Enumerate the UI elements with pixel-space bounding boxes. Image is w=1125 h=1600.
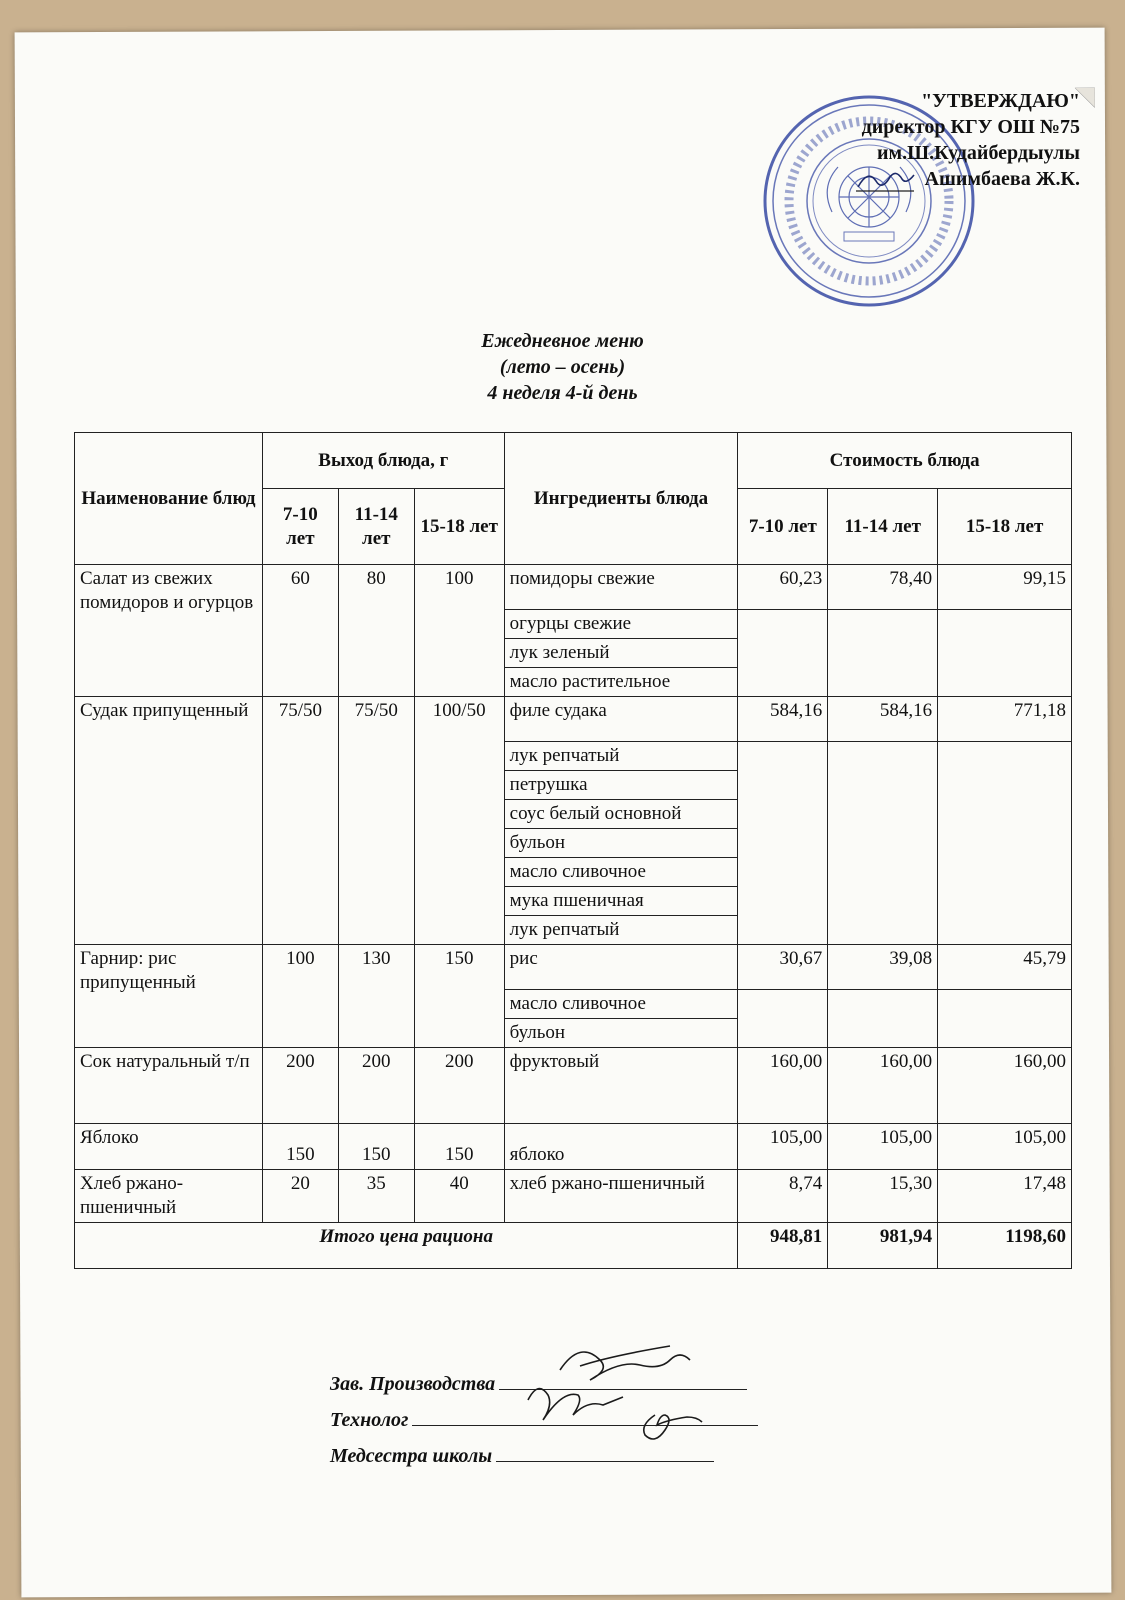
ingredient: мука пшеничная (504, 887, 738, 916)
table-row (75, 1048, 1072, 1124)
dish-output: 75/50 (338, 697, 414, 945)
header-output: Выход блюда, г (262, 433, 504, 489)
dish-cost: 30,67 (738, 945, 828, 990)
empty-cell (828, 990, 938, 1048)
ingredient: масло растительное (504, 668, 738, 697)
table-row (75, 697, 1072, 742)
table-row (75, 1124, 1072, 1170)
header-dish-name: Наименование блюд (75, 433, 263, 565)
total-label: Итого цена рациона (75, 1223, 738, 1269)
total-cost-15-18: 1198,60 (938, 1223, 1072, 1269)
ingredient: огурцы свежие (504, 610, 738, 639)
dish-cost: 160,00 (828, 1048, 938, 1124)
dish-cost: 60,23 (738, 565, 828, 610)
ingredient: рис (504, 945, 738, 990)
empty-cell (828, 742, 938, 945)
menu-season: (лето – осень) (499, 356, 626, 378)
header-output-age-7-10: 7-10 лет (262, 489, 338, 565)
total-row (75, 1223, 1072, 1269)
total-cost-11-14: 981,94 (828, 1223, 938, 1269)
dish-cost: 105,00 (738, 1124, 828, 1170)
header-cost-age-7-10: 7-10 лет (738, 489, 828, 565)
signature-label-nurse: Медсестра школы (330, 1445, 493, 1467)
dish-cost: 771,18 (938, 697, 1072, 742)
table-row (75, 1170, 1072, 1223)
ingredient: помидоры свежие (504, 565, 738, 610)
dish-output: 150 (414, 1124, 504, 1170)
ingredient: бульон (504, 829, 738, 858)
dish-name: Хлеб ржано-пшеничный (75, 1170, 263, 1223)
dish-output: 80 (338, 565, 414, 697)
empty-cell (938, 742, 1072, 945)
menu-table (74, 432, 1072, 1269)
menu-week-day: 4 неделя 4-й день (487, 382, 638, 404)
empty-cell (828, 610, 938, 697)
dish-output: 150 (262, 1124, 338, 1170)
dish-output: 40 (414, 1170, 504, 1223)
dish-output: 130 (338, 945, 414, 1048)
director-signature (856, 167, 916, 193)
empty-cell (938, 610, 1072, 697)
dish-cost: 105,00 (828, 1124, 938, 1170)
ingredient: масло сливочное (504, 858, 738, 887)
dish-output: 150 (414, 945, 504, 1048)
approval-block (720, 88, 1080, 193)
dish-cost: 78,40 (828, 565, 938, 610)
empty-cell (738, 742, 828, 945)
dish-cost: 8,74 (738, 1170, 828, 1223)
dish-cost: 39,08 (828, 945, 938, 990)
dish-cost: 99,15 (938, 565, 1072, 610)
ingredient: бульон (504, 1019, 738, 1048)
header-ingredients: Ингредиенты блюда (504, 433, 738, 565)
dish-cost: 105,00 (938, 1124, 1072, 1170)
dish-cost: 160,00 (938, 1048, 1072, 1124)
signature-line (496, 1460, 714, 1462)
empty-cell (738, 610, 828, 697)
approval-position: директор КГУ ОШ №75 (861, 116, 1080, 138)
header-cost-age-15-18: 15-18 лет (938, 489, 1072, 565)
dish-output: 200 (338, 1048, 414, 1124)
dish-output: 200 (414, 1048, 504, 1124)
ingredient: хлеб ржано-пшеничный (504, 1170, 738, 1223)
dish-cost: 584,16 (738, 697, 828, 742)
ingredient: лук репчатый (504, 742, 738, 771)
ingredient: филе судака (504, 697, 738, 742)
dish-name: Сок натуральный т/п (75, 1048, 263, 1124)
dish-cost: 45,79 (938, 945, 1072, 990)
header-cost: Стоимость блюда (738, 433, 1072, 489)
table-row (75, 945, 1072, 990)
approval-heading: "УТВЕРЖДАЮ" (921, 90, 1080, 112)
ingredient: фруктовый (504, 1048, 738, 1124)
handwritten-signatures (520, 1330, 740, 1460)
ingredient: яблоко (504, 1124, 738, 1170)
menu-title: Ежедневное меню (481, 330, 644, 352)
dish-name: Судак припущенный (75, 697, 263, 945)
dish-output: 35 (338, 1170, 414, 1223)
dish-name: Гарнир: рис припущенный (75, 945, 263, 1048)
dish-output: 100/50 (414, 697, 504, 945)
director-name-text: Ашимбаева Ж.К. (924, 168, 1080, 190)
ingredient: соус белый основной (504, 800, 738, 829)
signature-label-technologist: Технолог (330, 1409, 409, 1431)
dish-cost: 584,16 (828, 697, 938, 742)
dish-cost: 160,00 (738, 1048, 828, 1124)
dish-output: 20 (262, 1170, 338, 1223)
ingredient: масло сливочное (504, 990, 738, 1019)
dish-output: 100 (414, 565, 504, 697)
menu-table-body (75, 565, 1072, 1269)
ingredient: лук репчатый (504, 916, 738, 945)
total-cost-7-10: 948,81 (738, 1223, 828, 1269)
header-output-age-11-14: 11-14 лет (338, 489, 414, 565)
dish-name: Салат из свежих помидоров и огурцов (75, 565, 263, 697)
dish-output: 75/50 (262, 697, 338, 945)
dish-output: 150 (338, 1124, 414, 1170)
dish-name: Яблоко (75, 1124, 263, 1170)
dish-cost: 17,48 (938, 1170, 1072, 1223)
header-cost-age-11-14: 11-14 лет (828, 489, 938, 565)
header-output-age-15-18: 15-18 лет (414, 489, 504, 565)
approval-school-name: им.Ш.Кудайбердыулы (876, 142, 1080, 164)
signature-label-production: Зав. Производства (330, 1373, 496, 1395)
table-row (75, 565, 1072, 610)
dish-output: 100 (262, 945, 338, 1048)
dish-output: 60 (262, 565, 338, 697)
dish-cost: 15,30 (828, 1170, 938, 1223)
empty-cell (938, 990, 1072, 1048)
ingredient: лук зеленый (504, 639, 738, 668)
ingredient: петрушка (504, 771, 738, 800)
dish-output: 200 (262, 1048, 338, 1124)
empty-cell (738, 990, 828, 1048)
approval-director-name (720, 166, 1080, 193)
